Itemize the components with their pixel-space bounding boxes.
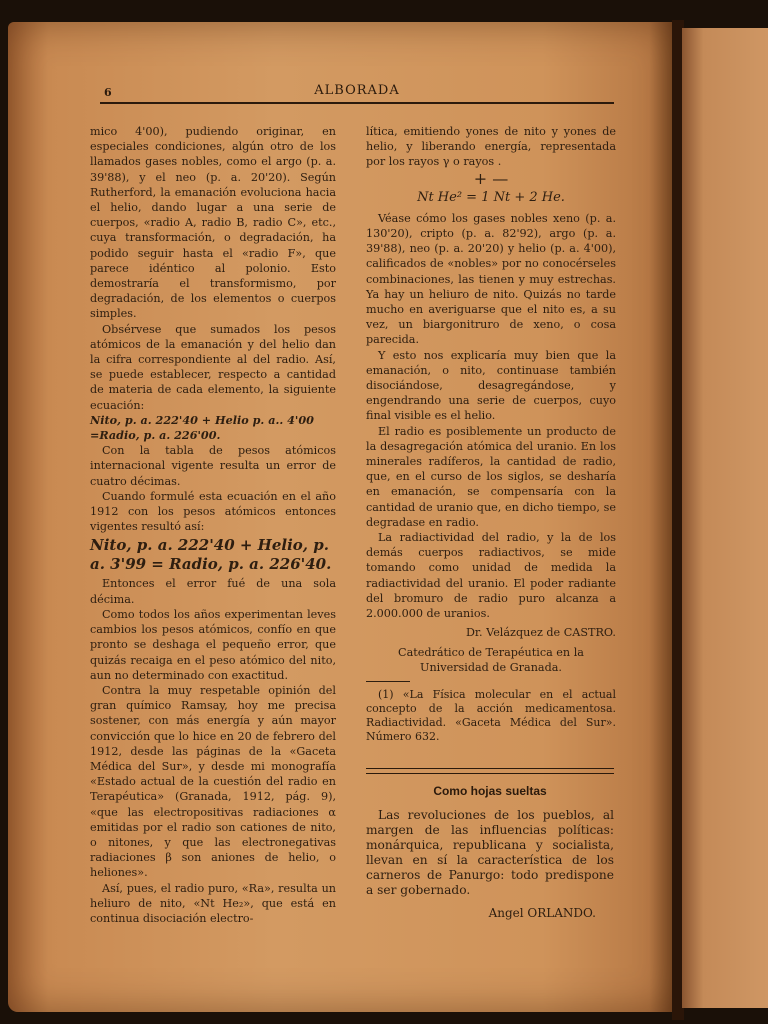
section-divider [366, 768, 614, 774]
paragraph: lítica, emitiendo yones de nito y yones de helio, y liberando energía, representada por los rayos γ o rayos . [366, 125, 616, 169]
section-author: Angel ORLANDO. [488, 906, 596, 920]
masthead-title: ALBORADA [314, 83, 400, 98]
paragraph: Contra la muy respetable opinión del gran químico Ramsay, hoy me precisa sostener, con más energía y aún mayor convicción que lo hice en 20 de febrero del 1912, desde las páginas de la «Gaceta Médica del Sur», y desde mi monografía «Estado actual de la cuestión del radio en Terapéutica» (Granada, 1912, pág. 9), «que las electropositivas radiaciones α emitidas por el radio son cationes de nito, o nitones, y que las electronegativas radiaciones β son aniones de helio, o heliones». [90, 683, 336, 880]
signature: Dr. Velázquez de CASTRO. [465, 626, 616, 640]
paragraph: Las revoluciones de los pueblos, al margen de las influencias políticas: monárquica, republicana y socialista, llevan en sí la característica de los carneros de Panurgo: todo predispone a ser gobernado. [366, 808, 614, 897]
paragraph: Y esto nos explicaría muy bien que la emanación, o nito, continuase también disociándose, desagregándose, y engendrando una serie de cuerpos, cuyo final visible es el helio. [366, 348, 616, 423]
charge-signs: + — [473, 168, 509, 188]
paragraph: mico 4'00), pudiendo originar, en especiales condiciones, algún otro de los llamados gases nobles, como el argo (p. a. 39'88), y el neo (p. a. 20'20). Según Rutherford, la emanación evoluciona hacia el helio, dando lugar a una serie de cuerpos, «radio A, radio B, radio C», etc., cuya transformación, o degradación, ha podido seguir hasta el «radio F», que parece idéntico al polonio. Esto demostraría el transformismo, por degradación, de los elementos o cuerpos simples. [90, 125, 336, 321]
paragraph: El radio es posiblemente un producto de la desagregación atómica del uranio. En los minerales radíferos, la cantidad de radio, que, en el curso de los siglos, se desharía en emanación, se compensaría con la cantidad de uranio que, en dicho tiempo, se degradase en radio. [366, 424, 616, 529]
paragraph: Véase cómo los gases nobles xeno (p. a. 130'20), cripto (p. a. 82'92), argo (p. a. 39'88), neo (p. a. 20'20) y helio (p. a. 4'00), calificados de «nobles» por no conocérseles combinaciones, las tienen y muy estrechas. Ya hay un heliuro de nito. Quizás no tarde mucho en averiguarse que el nito es, a su vez, un biargonitruro de xeno, o cosa parecida. [366, 211, 616, 347]
equation: Nito, p. a. 222'40 + Helio p. a.. 4'00 =Radio, p. a. 226'00. [90, 412, 314, 443]
page-header [100, 80, 614, 104]
paragraph: Con la tabla de pesos atómicos internacional vigente resulta un error de cuatro décimas. [90, 444, 336, 488]
right-column [366, 124, 616, 744]
section-title: Como hojas sueltas [433, 784, 547, 798]
author-credential: Catedrático de Terapéutica en la Universidad de Granada. [398, 645, 584, 674]
footnote: (1) «La Física molecular en el actual concepto de la acción medicamentosa. Radiactividad. «Gaceta Médica del Sur». Número 632. [366, 687, 616, 743]
paragraph: Así, pues, el radio puro, «Ra», resulta un heliuro de nito, «Nt He₂», que está en continua disociación electro- [90, 881, 336, 925]
footnote-rule [366, 681, 410, 682]
paragraph: Cuando formulé esta ecuación en el año 1912 con los pesos atómicos entonces vigentes resultó así: [90, 489, 336, 534]
section-body [366, 808, 614, 898]
equation-1912: Nito, p. a. 222'40 + Helio, p. a. 3'99 = Radio, p. a. 226'40. [90, 536, 332, 574]
paragraph: La radiactividad del radio, y la de los demás cuerpos radiactivos, se mide tomando como unidad de medida la radiactividad del uranio. El poder radiante del bromuro de radio puro alcanza a 2.000.000 de uranios. [366, 531, 616, 621]
paragraph: Como todos los años experimentan leves cambios los pesos atómicos, confío en que pronto se deshaga el pequeño error, que quizás recaiga en el peso atómico del nito, aun no determinado con exactitud. [90, 607, 336, 682]
left-column [90, 124, 336, 926]
next-page-edge [682, 28, 768, 1008]
paragraph: Obsérvese que sumados los pesos atómicos de la emanación y del helio dan la cifra correspondiente al del radio. Así, se puede establecer, respecto a cantidad de materia de cada elemento, la siguiente ecuación: [90, 322, 336, 412]
formula: Nt He² = 1 Nt + 2 He. [417, 189, 565, 205]
paragraph: Entonces el error fué de una sola décima. [90, 577, 336, 606]
page-number: 6 [104, 86, 112, 99]
